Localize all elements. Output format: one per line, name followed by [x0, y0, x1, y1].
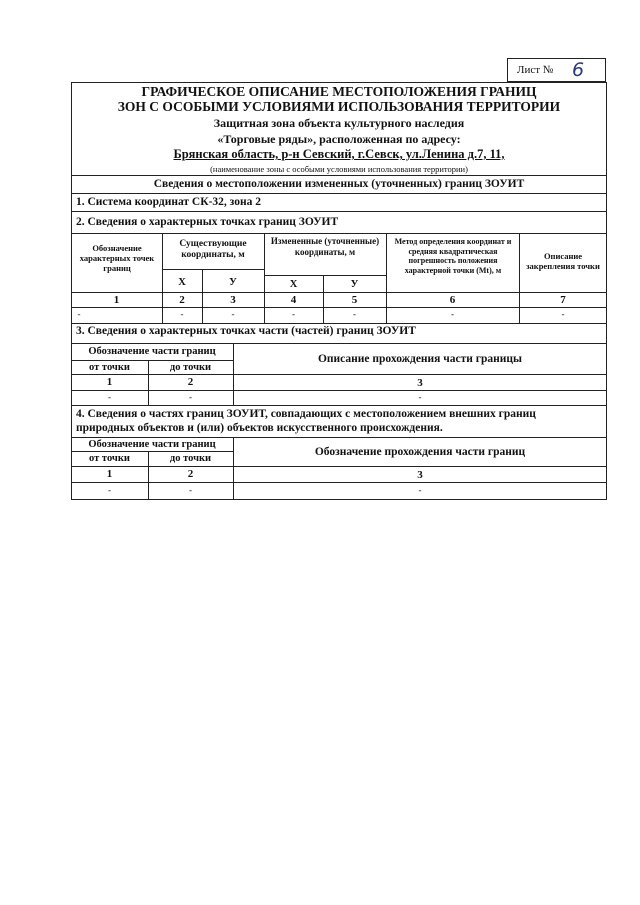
column-header-changed: Измененные (уточненные) координаты, м: [270, 236, 380, 257]
zone-name-caption: (наименование зоны с особыми условиями использования территории): [210, 164, 468, 174]
table-cell: -: [77, 309, 81, 319]
table-cell: 3: [417, 377, 423, 389]
section-subtitle: Сведения о местоположении измененных (уточненных) границ ЗОУИТ: [153, 178, 525, 190]
table-rule: [71, 482, 607, 483]
table-rule: [71, 323, 607, 324]
table-cell: 2: [187, 468, 194, 480]
sheet-number-box: [507, 58, 606, 82]
column-header-point: Обозначение характерных точек границ: [79, 243, 155, 274]
to-point-header: до точки: [169, 453, 212, 464]
table-rule: [71, 466, 607, 467]
table-cell: 4: [290, 294, 297, 306]
column-header-existing: Существующие координаты, м: [179, 239, 247, 260]
part-of-boundary-header: Обозначение части границ: [88, 439, 216, 450]
table-cell: -: [451, 309, 454, 319]
table-cell: -: [180, 309, 184, 319]
section-4-title-line-1: 4. Сведения о частях границ ЗОУИТ, совпадающих с местоположением внешних границ: [76, 408, 536, 420]
divider: [71, 193, 607, 194]
table-cell: 1: [106, 376, 113, 388]
table-rule: [71, 405, 607, 406]
header-line-1: ГРАФИЧЕСКОЕ ОПИСАНИЕ МЕСТОПОЛОЖЕНИЯ ГРАНИЦ: [141, 84, 537, 99]
table-cell: 1: [113, 294, 120, 306]
table-cell: -: [292, 309, 295, 319]
table-cell: -: [189, 392, 192, 402]
section-4-title-line-2: природных объектов и (или) объектов искусственного происхождения.: [76, 422, 443, 434]
boundary-designation-header: Обозначение прохождения части границ: [314, 446, 526, 458]
table-cell: -: [561, 309, 565, 319]
table-rule: [71, 360, 233, 361]
table-cell: 6: [449, 294, 456, 306]
table-rule: [71, 307, 607, 308]
column-header-description: Описание закрепления точки: [526, 251, 600, 272]
sheet-number: 6: [572, 59, 585, 81]
address-line: Брянская область, р-н Севский, г.Севск, ул.Ленина д.7, 11,: [173, 147, 505, 161]
table-cell: -: [108, 392, 111, 402]
divider: [71, 211, 607, 212]
table-cell: -: [353, 309, 356, 319]
header-line-4: «Торговые ряды», расположенная по адресу:: [217, 132, 461, 146]
to-point-header: до точки: [169, 362, 212, 373]
table-rule: [264, 275, 386, 276]
table-cell: 5: [351, 294, 358, 306]
from-point-header: от точки: [89, 453, 130, 464]
table-cell: 3: [230, 294, 236, 306]
column-header-x: Х: [178, 277, 186, 288]
column-header-y: У: [229, 277, 237, 288]
table-cell: 1: [106, 468, 113, 480]
divider: [71, 175, 607, 176]
table-cell: -: [231, 309, 235, 319]
column-header-method: Метод определения координат и средняя квадратическая погрешность положения характерной точки (Mt), м: [394, 237, 512, 275]
from-point-header: от точки: [89, 362, 130, 373]
table-rule: [71, 292, 607, 293]
header-line-2: ЗОН С ОСОБЫМИ УСЛОВИЯМИ ИСПОЛЬЗОВАНИЯ ТЕРРИТОРИИ: [117, 99, 561, 114]
section-3-title: 3. Сведения о характерных точках части (частей) границ ЗОУИТ: [76, 325, 416, 337]
table-cell: -: [189, 485, 192, 495]
table-cell: 7: [560, 294, 566, 306]
table-cell: -: [418, 485, 422, 495]
section-1-title: 1. Система координат СК-32, зона 2: [76, 196, 261, 208]
header-line-3: Защитная зона объекта культурного наследия: [213, 116, 465, 130]
table-cell: -: [418, 392, 422, 402]
table-cell: -: [108, 485, 111, 495]
table-rule: [162, 269, 264, 270]
column-header-y-changed: У: [350, 279, 359, 290]
boundary-description-header: Описание прохождения части границы: [317, 353, 522, 365]
table-cell: 2: [179, 294, 185, 306]
table-cell: 3: [417, 469, 423, 481]
table-rule: [71, 343, 607, 344]
table-rule: [71, 374, 607, 375]
sheet-label: Лист №: [517, 64, 554, 76]
section-2-title: 2. Сведения о характерных точках границ ЗОУИТ: [76, 216, 339, 228]
table-cell: 2: [187, 376, 194, 388]
divider: [71, 233, 607, 234]
part-of-boundary-header: Обозначение части границ: [88, 346, 216, 357]
table-rule: [71, 390, 607, 391]
column-header-x-changed: Х: [289, 279, 298, 290]
table-rule: [71, 437, 607, 438]
table-rule: [71, 451, 233, 452]
